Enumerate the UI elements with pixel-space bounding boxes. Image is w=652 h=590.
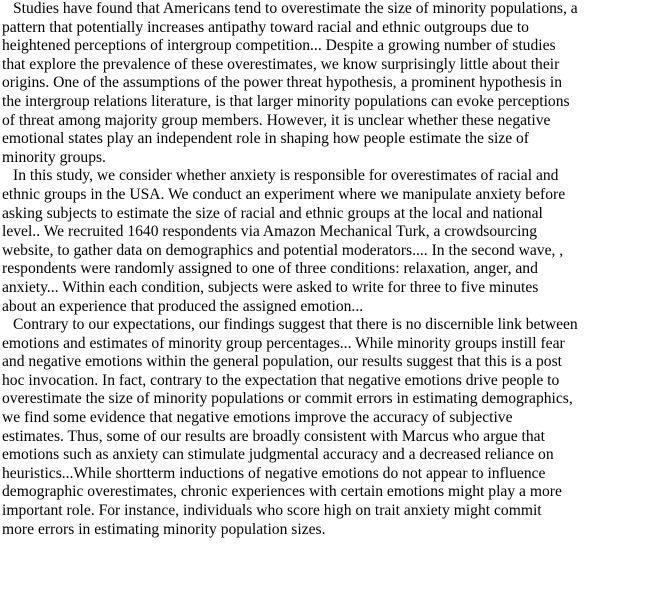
text-line: emotions such as anxiety can stimulate judgmental accuracy and a decreased reliance on xyxy=(2,446,554,464)
text-line: In this study, we consider whether anxiety is responsible for overestimates of racial and xyxy=(13,167,559,185)
text-line: overestimate the size of minority populations or commit errors in estimating demographics, xyxy=(2,390,573,408)
text-line: ethnic groups in the USA. We conduct an experiment where we manipulate anxiety before xyxy=(2,185,566,203)
paragraph-1 xyxy=(2,0,650,167)
text-line: emotions and estimates of minority group percentages... While minority groups instill fear xyxy=(2,334,565,352)
text-line: heightened perceptions of intergroup competition... Despite a growing number of studies xyxy=(2,37,556,55)
text-line: emotional states play an independent role in shaping how people estimate the size of xyxy=(2,130,530,148)
text-line: important role. For instance, individuals who score high on trait anxiety might commit xyxy=(2,502,542,520)
text-line: and negative emotions within the general population, our results suggest that this is a post xyxy=(2,353,562,371)
text-line: heuristics...While shortterm inductions of negative emotions do not appear to influence xyxy=(2,464,546,482)
text-line: we find some evidence that negative emotions improve the accuracy of subjective xyxy=(2,409,513,427)
paragraph-3 xyxy=(2,316,650,539)
text-line: that explore the prevalence of these overestimates, we know surprisingly little about their xyxy=(2,55,560,73)
text-line: the intergroup relations literature, is that larger minority populations can evoke perceptions xyxy=(2,92,570,110)
text-line: anxiety... Within each condition, subjects were asked to write for three to five minutes xyxy=(2,278,539,296)
text-line: respondents were randomly assigned to one of three conditions: relaxation, anger, and xyxy=(2,260,538,278)
text-line: level.. We recruited 1640 respondents via Amazon Mechanical Turk, a crowdsourcing xyxy=(2,223,537,241)
text-line: Studies have found that Americans tend to overestimate the size of minority populations, a xyxy=(13,0,578,17)
text-line: origins. One of the assumptions of the power threat hypothesis, a prominent hypothesis in xyxy=(2,74,562,92)
text-line: demographic overestimates, chronic experiences with certain emotions might play a more xyxy=(2,483,562,501)
text-line: website, to gather data on demographics and potential moderators.... In the second wave, , xyxy=(2,241,564,259)
paragraph-2 xyxy=(2,167,650,316)
text-line: more errors in estimating minority population sizes. xyxy=(2,520,326,538)
text-line: of threat among majority group members. However, it is unclear whether these negative xyxy=(2,111,551,129)
text-line: about an experience that produced the assigned emotion... xyxy=(2,297,364,315)
text-line: Contrary to our expectations, our findings suggest that there is no discernible link between xyxy=(13,316,578,334)
text-line: minority groups. xyxy=(2,148,106,166)
text-line: hoc invocation. In fact, contrary to the expectation that negative emotions drive people to xyxy=(2,371,560,389)
text-line: asking subjects to estimate the size of racial and ethnic groups at the local and national xyxy=(2,204,543,222)
text-line: estimates. Thus, some of our results are broadly consistent with Marcus who argue that xyxy=(2,427,545,445)
text-line: pattern that potentially increases antipathy toward racial and ethnic outgroups due to xyxy=(2,18,529,36)
